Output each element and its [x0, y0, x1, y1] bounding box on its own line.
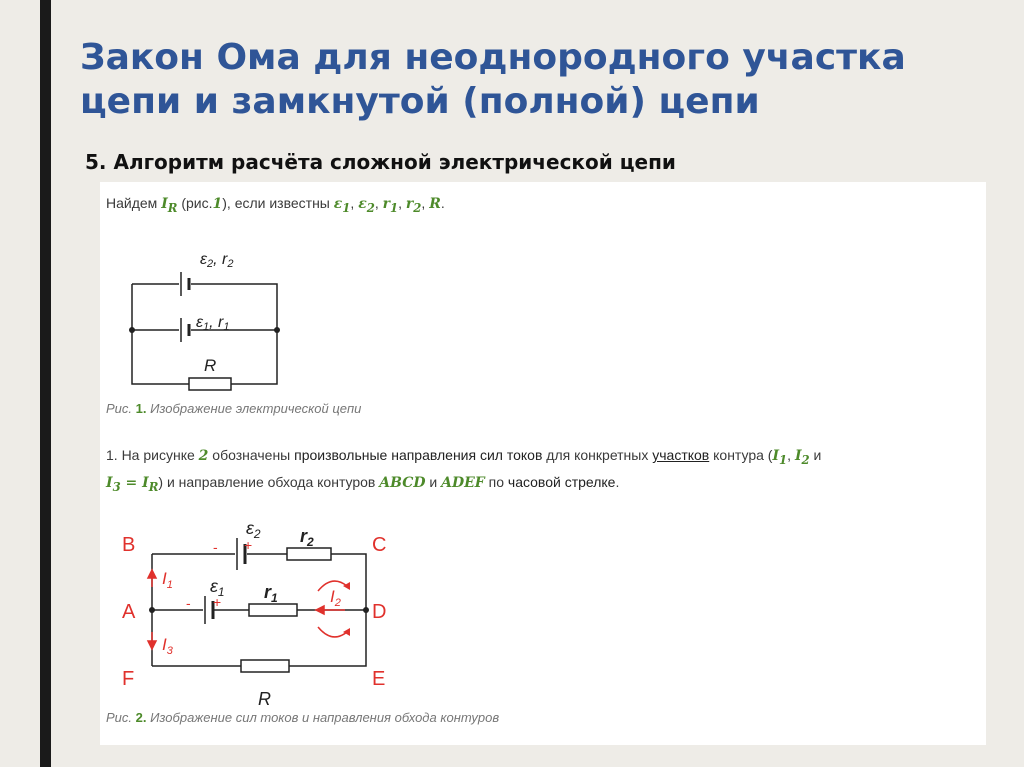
polarity-plus-mid: +	[213, 594, 222, 610]
fig2-label-R: R	[258, 689, 271, 709]
slide-title: Закон Ома для неоднородного участка цепи и замкнутой (полной) цепи	[80, 37, 906, 122]
given-r2: $r_2$	[405, 196, 422, 215]
given-e1: $\varepsilon_1$	[333, 196, 351, 215]
node-A-dot	[149, 607, 155, 613]
fig2-label-r2: $r_2$	[300, 526, 314, 549]
node-D: D	[372, 601, 387, 623]
fig2-label-e2: $\varepsilon_2$	[246, 518, 261, 541]
fig2-label-I2: $I_2$	[330, 587, 341, 609]
polarity-minus-top: -	[213, 539, 218, 555]
figure-2-caption: Рис. 2. Изображение сил токов и направления обхода контуров	[106, 710, 500, 725]
figure-1-caption: Рис. 1. Изображение электрической цепи	[106, 401, 362, 416]
polarity-minus-mid: -	[186, 595, 191, 611]
node-C: C	[372, 534, 387, 556]
figure-2-circuit	[100, 182, 986, 745]
node-F: F	[122, 668, 135, 690]
polarity-plus-top: +	[244, 537, 253, 553]
node-B: B	[122, 534, 136, 556]
step-1-text: 1. На рисунке 2 обозначены произвольные направления сил токов для конкретных участков контура ($I_1$, $I_2$ и $I_3 = I_R$) и направление обхода контуров ABCD и ADEF по часовой стрелке.	[106, 447, 822, 494]
fig2-label-e1: $\varepsilon_1$	[210, 576, 225, 599]
intro-text: Найдем $I_R$ (рис.1), если известны $\varepsilon_1$, $\varepsilon_2$, $r_1$, $r_2$, R.	[106, 195, 445, 215]
fig2-label-r1: $r_1$	[264, 582, 278, 605]
loop-adef-arc-icon	[318, 627, 347, 637]
arrow-I2-icon	[316, 606, 324, 614]
given-e2: $\varepsilon_2$	[358, 196, 375, 215]
fig2-label-I3: $I_3$	[162, 635, 173, 657]
node-E: E	[372, 668, 386, 690]
resistor-r1	[249, 604, 297, 616]
target-current: $I_R$	[161, 196, 178, 215]
fig1-label-e1-r1: ε1, r1	[196, 314, 230, 333]
node-D-dot	[363, 607, 369, 613]
fig1-label-e2-r2: ε2, r2	[200, 251, 234, 270]
slide-subtitle: 5. Алгоритм расчёта сложной электрической цепи	[85, 150, 676, 174]
content-panel	[100, 182, 986, 745]
resistor-r2	[287, 548, 331, 560]
given-R: R	[429, 196, 441, 212]
left-accent-bar	[40, 0, 51, 767]
arrow-I3-icon	[148, 641, 156, 649]
fig2-label-I1: $I_1$	[162, 569, 173, 591]
given-r1: $r_1$	[382, 196, 399, 215]
resistor-R	[241, 660, 289, 672]
arrow-I1-icon	[148, 570, 156, 578]
fig1-label-R: R	[204, 356, 217, 375]
node-A: A	[122, 601, 136, 623]
